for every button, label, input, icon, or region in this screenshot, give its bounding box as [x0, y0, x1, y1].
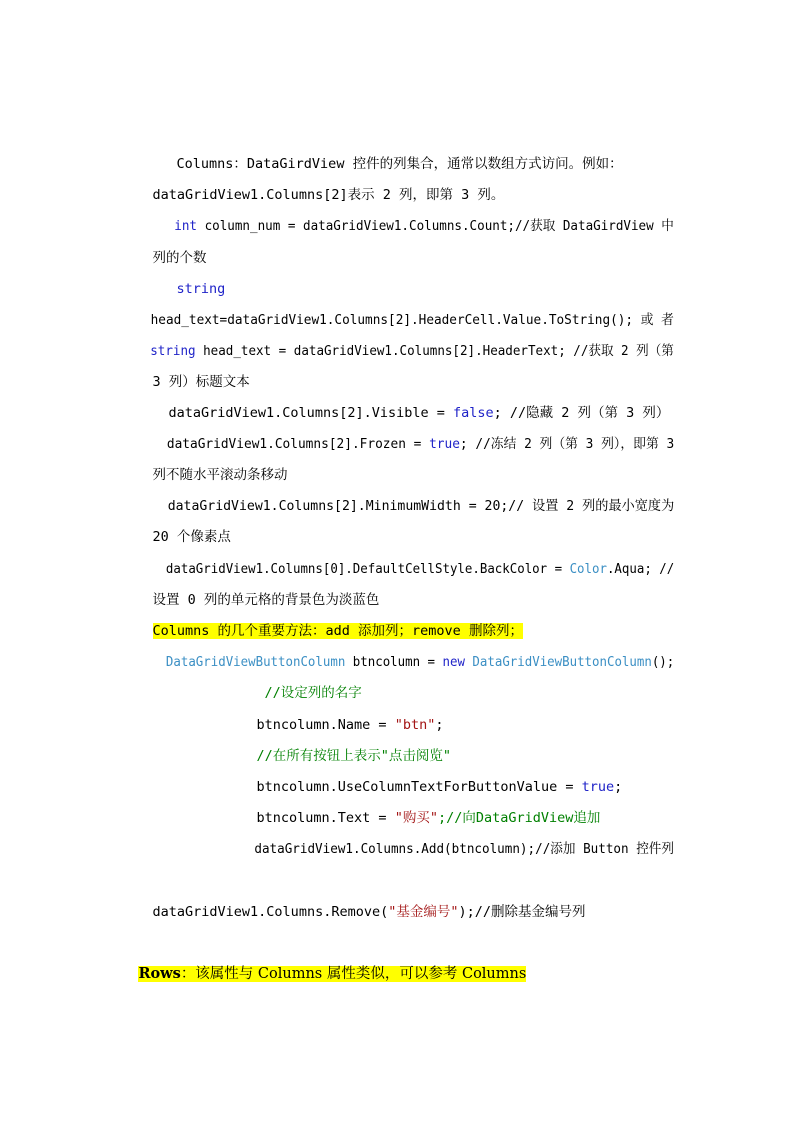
- true-keyword-2: true: [581, 779, 615, 795]
- button-column-declaration: [136, 632, 674, 692]
- text-comment: ;//向DataGridView追加: [437, 810, 601, 826]
- minwidth-cont-text: 20 个像素点: [152, 529, 231, 545]
- frozen-code-pre: dataGridView1.Columns[2].Frozen =: [166, 436, 430, 452]
- usecolumn-pre: btncolumn.UseColumnTextForButtonValue =: [256, 779, 582, 795]
- frozen-code-post: ; //冻结 2 列（第 3 列），即第 3: [459, 436, 675, 452]
- comment-set-name-text: //设定列的名字: [264, 685, 362, 701]
- remove-pre: dataGridView1.Columns.Remove(: [152, 904, 389, 920]
- button-column-type-2: DataGridViewButtonColumn: [472, 654, 652, 670]
- add-column-code: dataGridView1.Columns.Add(btncolumn);//添加 Button 控件列: [254, 841, 675, 857]
- header-code-2: head_text=dataGridView1.Columns[2].HeaderCell.Value.ToString(); 或 者: [150, 312, 674, 328]
- usecolumn-end: ;: [614, 779, 623, 795]
- header-code-3: head_text = dataGridView1.Columns[2].HeaderText; //获取 2 列（第: [195, 343, 674, 359]
- count-cont-text: 列的个数: [152, 250, 207, 266]
- remove-post: );//删除基金编号列: [458, 904, 586, 920]
- count-code: column_num = dataGridView1.Columns.Count;//获取 DataGirdView 中: [197, 218, 674, 234]
- rows-note-highlight: [138, 966, 526, 982]
- button-column-mid: btncolumn =: [345, 654, 443, 670]
- header-code-4: 3 列）标题文本: [152, 374, 250, 390]
- name-pre: btncolumn.Name =: [256, 717, 395, 733]
- backcolor-cont-text: 设置 0 列的单元格的背景色为淡蓝色: [152, 592, 380, 608]
- rows-note: [120, 944, 526, 1004]
- name-end: ;: [435, 717, 444, 733]
- methods-heading-text: Columns 的几个重要方法：add 添加列；remove 删除列；: [152, 623, 523, 639]
- add-column-statement: [224, 819, 674, 879]
- string-keyword-2: string: [150, 343, 196, 359]
- intro-text-2: dataGridView1.Columns[2]表示 2 列，即第 3 列。: [152, 187, 505, 203]
- remove-statement: [120, 882, 586, 942]
- minwidth-code: dataGridView1.Columns[2].MinimumWidth = 20;// 设置 2 列的最小宽度为: [167, 498, 675, 514]
- visible-code-post: ; //隐藏 2 列（第 3 列）: [493, 405, 670, 421]
- text-string: "购买": [394, 810, 438, 826]
- backcolor-code-pre: dataGridView1.Columns[0].DefaultCellStyle.BackColor =: [165, 561, 570, 577]
- backcolor-code-post: .Aqua; //: [606, 561, 675, 577]
- new-keyword: new: [442, 654, 465, 670]
- frozen-cont-text: 列不随水平滚动条移动: [152, 467, 288, 483]
- true-keyword: true: [429, 436, 460, 452]
- rows-label: Rows: [138, 965, 181, 982]
- visible-code-pre: dataGridView1.Columns[2].Visible =: [168, 405, 453, 421]
- string-keyword: string: [176, 281, 226, 297]
- name-string: "btn": [394, 717, 436, 733]
- color-type: Color: [569, 561, 607, 577]
- text-pre: btncolumn.Text =: [256, 810, 395, 826]
- rows-note-text: ：该属性与 Columns 属性类似，可以参考 Columns: [180, 966, 527, 982]
- remove-string: "基金编号": [388, 904, 459, 920]
- button-column-type: DataGridViewButtonColumn: [165, 654, 346, 670]
- intro-text-1: Columns：DataGirdView 控件的列集合，通常以数组方式访问。例如：: [176, 156, 623, 172]
- button-column-end: ();: [651, 654, 675, 670]
- comment-button-text-value: //在所有按钮上表示"点击阅览": [256, 748, 452, 764]
- count-statement: [144, 196, 674, 256]
- int-keyword: int: [174, 218, 198, 234]
- false-keyword: false: [453, 405, 494, 421]
